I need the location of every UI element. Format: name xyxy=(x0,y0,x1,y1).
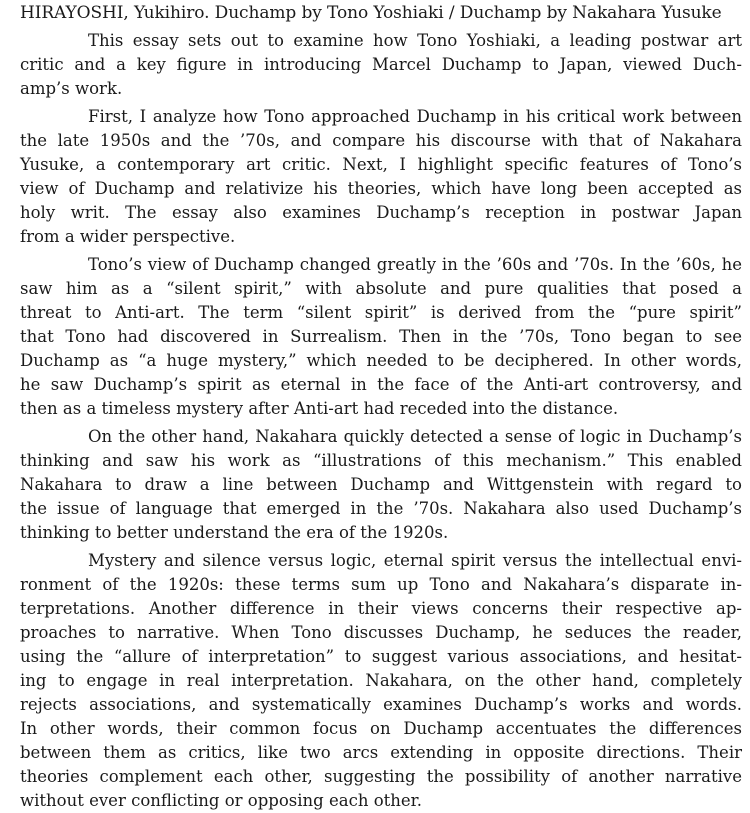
paragraph-line: holy writ. The essay also examines Duchamp’s reception in postwar Japan xyxy=(20,203,742,222)
paragraph-line: rejects associations, and systematically examines Duchamp’s works and words. xyxy=(20,695,742,714)
paragraph-line: Nakahara to draw a line between Duchamp and Wittgenstein with regard to xyxy=(20,475,742,494)
paragraph-line: This essay sets out to examine how Tono Yoshiaki, a leading postwar art xyxy=(88,31,742,50)
body-paragraph xyxy=(20,549,742,813)
paragraph-line: On the other hand, Nakahara quickly detected a sense of logic in Duchamp’s xyxy=(88,427,742,446)
paragraph-line: Mystery and silence versus logic, eternal spirit versus the intellectual envi- xyxy=(88,551,742,570)
paragraph-line: critic and a key figure in introducing Marcel Duchamp to Japan, viewed Duch- xyxy=(20,55,742,74)
paragraph-line: Duchamp as “a huge mystery,” which needed to be deciphered. In other words, xyxy=(20,351,742,370)
body-paragraph xyxy=(20,425,742,545)
paragraph-line: terpretations. Another difference in their views concerns their respective ap- xyxy=(20,599,742,618)
body-paragraph xyxy=(20,253,742,421)
paragraph-line: that Tono had discovered in Surrealism. Then in the ’70s, Tono began to see xyxy=(20,327,742,346)
paragraph-line: the issue of language that emerged in the ’70s. Nakahara also used Duchamp’s xyxy=(20,499,742,518)
paragraph-line: saw him as a “silent spirit,” with absolute and pure qualities that posed a xyxy=(20,279,742,298)
paragraph-line: amp’s work. xyxy=(20,79,123,98)
paragraph-line: the late 1950s and the ’70s, and compare his discourse with that of Nakahara xyxy=(20,131,742,150)
paragraph-line: thinking to better understand the era of the 1920s. xyxy=(20,523,449,542)
paragraph-line: using the “allure of interpretation” to suggest various associations, and hesitat- xyxy=(20,647,742,666)
paragraph-line: First, I analyze how Tono approached Duchamp in his critical work between xyxy=(88,107,742,126)
paragraph-line: Yusuke, a contemporary art critic. Next, I highlight specific features of Tono’s xyxy=(20,155,742,174)
paragraph-line: he saw Duchamp’s spirit as eternal in the face of the Anti-art controversy, and xyxy=(20,375,742,394)
document-body xyxy=(20,29,742,813)
paragraph-line: from a wider perspective. xyxy=(20,227,236,246)
paragraph-line: threat to Anti-art. The term “silent spirit” is derived from the “pure spirit” xyxy=(20,303,742,322)
body-paragraph xyxy=(20,29,742,101)
paragraph-line: theories complement each other, suggesting the possibility of another narrative xyxy=(20,767,742,786)
document-page xyxy=(20,0,742,813)
paragraph-line: between them as critics, like two arcs extending in opposite directions. Their xyxy=(20,743,742,762)
paragraph-line: view of Duchamp and relativize his theories, which have long been accepted as xyxy=(20,179,742,198)
paragraph-line: without ever conflicting or opposing each other. xyxy=(20,791,422,810)
paragraph-line: thinking and saw his work as “illustrations of this mechanism.” This enabled xyxy=(20,451,742,470)
paragraph-line: ronment of the 1920s: these terms sum up Tono and Nakahara’s disparate in- xyxy=(20,575,742,594)
paragraph-line: proaches to narrative. When Tono discusses Duchamp, he seduces the reader, xyxy=(20,623,742,642)
body-paragraph xyxy=(20,105,742,249)
paragraph-line: then as a timeless mystery after Anti-art had receded into the distance. xyxy=(20,399,619,418)
paragraph-line: ing to engage in real interpretation. Nakahara, on the other hand, completely xyxy=(20,671,742,690)
document-heading: HIRAYOSHI, Yukihiro. Duchamp by Tono Yoshiaki / Duchamp by Nakahara Yusuke xyxy=(20,3,722,23)
paragraph-line: Tono’s view of Duchamp changed greatly in the ’60s and ’70s. In the ’60s, he xyxy=(88,255,742,274)
paragraph-line: In other words, their common focus on Duchamp accentuates the differences xyxy=(20,719,742,738)
